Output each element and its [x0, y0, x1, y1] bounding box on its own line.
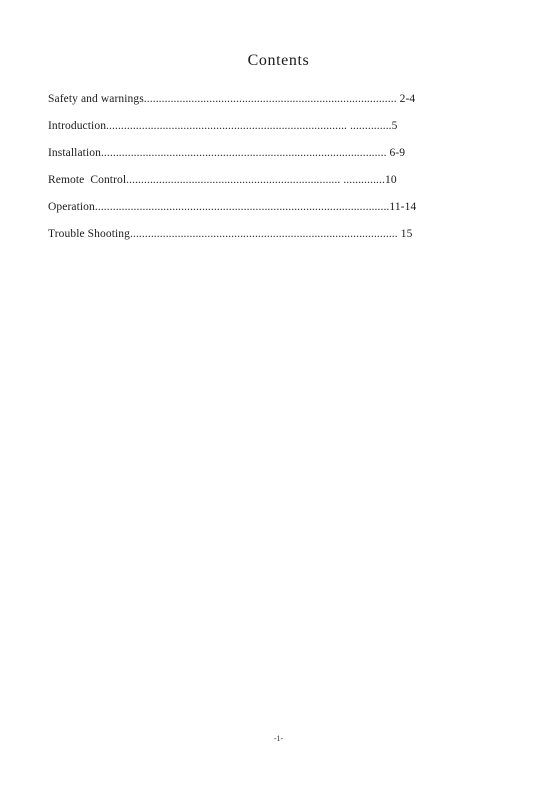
toc-entry-installation: Installation................................................................................................ 6-9 — [48, 147, 406, 159]
toc-entry-introduction: Introduction................................................................................. ..............5 — [48, 120, 398, 132]
toc-entry-trouble-shooting: Trouble Shooting.......................................................................................... 15 — [48, 228, 413, 240]
toc-entry-remote-control: Remote Control........................................................................ ..............10 — [48, 174, 397, 186]
toc-entry-operation: Operation...................................................................................................11-14 — [48, 201, 417, 213]
page-number: -1- — [273, 734, 284, 743]
toc-entry-safety-and-warnings: Safety and warnings..................................................................................... 2-4 — [48, 93, 416, 105]
page-title: Contents — [247, 52, 310, 69]
table-of-contents — [48, 90, 508, 252]
